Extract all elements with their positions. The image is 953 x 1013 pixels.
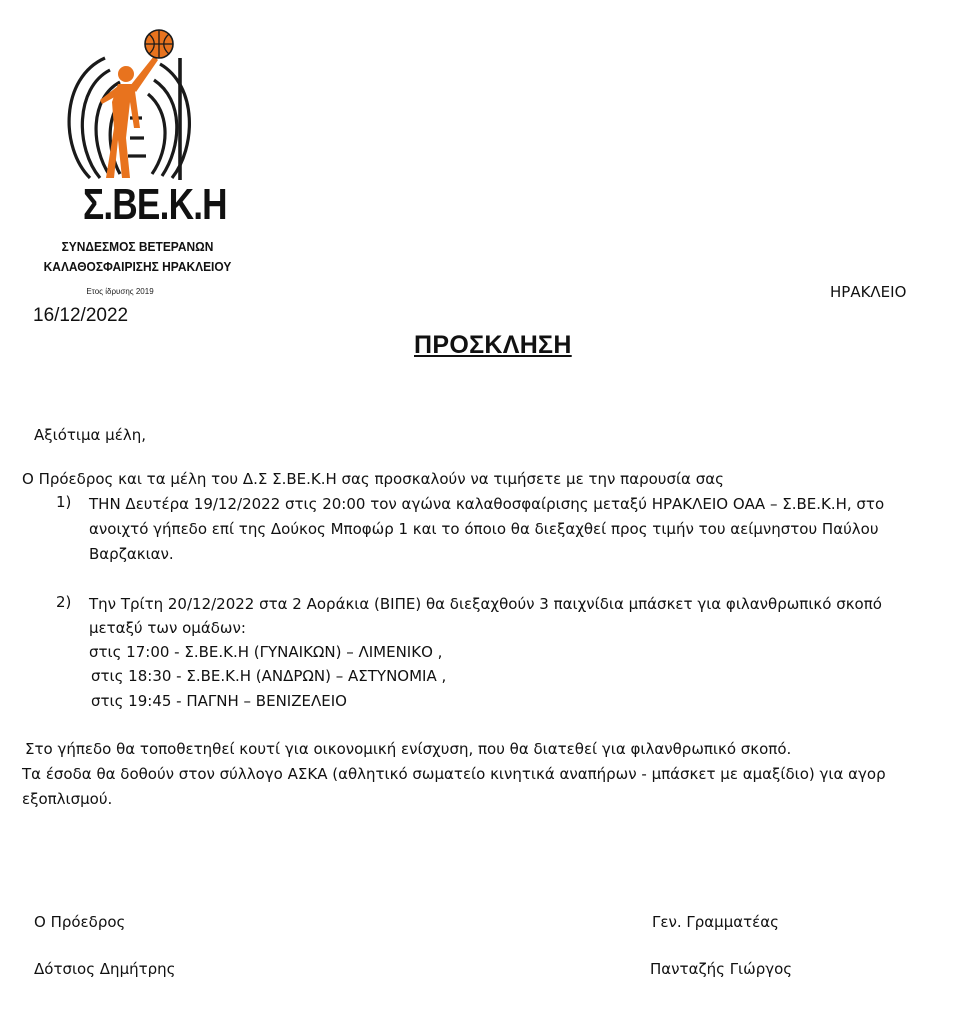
game-entry: στις 17:00 - Σ.ΒΕ.Κ.Η (ΓΥΝΑΙΚΩΝ) – ΛΙΜΕΝΙΚΟ ,: [89, 643, 443, 661]
closing-line: Στο γήπεδο θα τοποθετηθεί κουτί για οικονομική ενίσχυση, που θα διατεθεί για φιλανθρωπικό σκοπό.: [25, 740, 792, 758]
intro-paragraph: Ο Πρόεδρος και τα μέλη του Δ.Σ Σ.ΒΕ.Κ.Η σας προσκαλούν να τιμήσετε με την παρουσία σας: [22, 470, 724, 488]
secretary-role: Γεν. Γραμματέας: [652, 913, 779, 931]
president-role: Ο Πρόεδρος: [34, 913, 126, 931]
closing-line: εξοπλισμού.: [22, 790, 113, 808]
item-1-line: ανοιχτό γήπεδο επί της Δούκος Μποφώρ 1 και το όποιο θα διεξαχθεί προς τιμήν του αείμνηστου Παύλου: [89, 520, 879, 538]
item-1-number: 1): [56, 493, 72, 511]
item-1-line: ΤΗΝ Δευτέρα 19/12/2022 στις 20:00 τον αγώνα καλαθοσφαίρισης μεταξύ ΗΡΑΚΛΕΙΟ ΟΑΑ – Σ.ΒΕ.Κ.Η, στο: [89, 495, 885, 513]
club-logo: [30, 28, 245, 303]
closing-line: Τα έσοδα θα δοθούν στον σύλλογο ΑΣΚΑ (αθλητικό σωματείο κινητικά αναπήρων - μπάσκετ με αμαξίδιο) για αγορ: [22, 765, 886, 783]
page-title: ΠΡΟΣΚΛΗΣΗ: [414, 331, 572, 359]
game-entry: στις 18:30 - Σ.ΒΕ.Κ.Η (ΑΝΔΡΩΝ) – ΑΣΤΥΝΟΜΙΑ ,: [91, 667, 447, 685]
club-name-line-2: ΚΑΛΑΘΟΣΦΑΙΡΙΣΗΣ ΗΡΑΚΛΕΙΟΥ: [43, 259, 232, 274]
president-name: Δότσιος Δημήτρης: [34, 960, 176, 978]
game-entry: στις 19:45 - ΠΑΓΝΗ – ΒΕΝΙΖΕΛΕΙΟ: [91, 692, 347, 710]
city-name: ΗΡΑΚΛΕΙΟ: [830, 283, 907, 301]
item-2-line: Την Τρίτη 20/12/2022 στα 2 Αοράκια (ΒΙΠΕ) θα διεξαχθούν 3 παιχνίδια μπάσκετ για φιλανθρωπικό σκοπό: [89, 595, 882, 613]
item-2-line: μεταξύ των ομάδων:: [89, 619, 246, 637]
basketball-icon: [145, 30, 173, 58]
club-acronym: Σ.ΒΕ.Κ.Η: [83, 180, 227, 229]
founded-year: Ετος ίδρυσης 2019: [86, 287, 154, 296]
item-2-number: 2): [56, 593, 72, 611]
item-1-line: Βαρζακιαν.: [89, 545, 174, 563]
secretary-name: Πανταζής Γιώργος: [650, 960, 793, 978]
greeting: Αξιότιμα μέλη,: [34, 426, 146, 444]
club-name-line-1: ΣΥΝΔΕΣΜΟΣ ΒΕΤΕΡΑΝΩΝ: [61, 239, 214, 254]
basketball-player-maze-emblem: [30, 28, 245, 188]
document-date: 16/12/2022: [33, 305, 129, 326]
